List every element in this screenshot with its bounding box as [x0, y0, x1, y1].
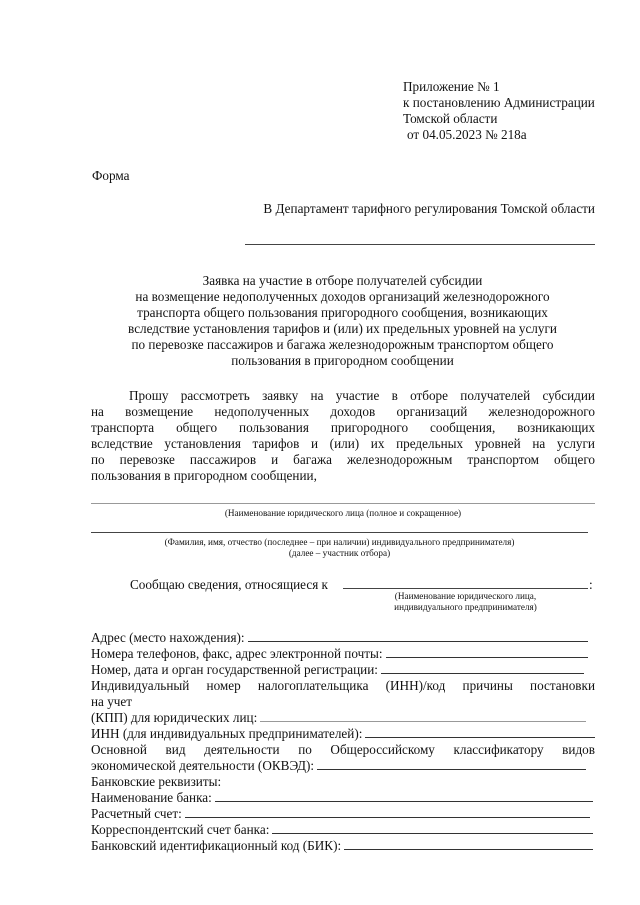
- fio-caption: (Фамилия, имя, отчество (последнее – при наличии) индивидуального предпринимателя): [164, 537, 515, 547]
- appendix-line-1: Приложение № 1: [403, 79, 500, 94]
- request-line-3: транспорта общего пользования пригородного сообщения, возникающих: [91, 420, 595, 435]
- request-line-2: на возмещение недополученных доходов организаций железнодорожного: [91, 404, 595, 419]
- field-inn-label-1: Индивидуальный номер налогоплательщика (ИНН)/код причины постановки: [91, 678, 595, 693]
- title-line-5: по перевозке пассажиров и багажа железнодорожным транспортом общего: [131, 337, 554, 352]
- participant-caption: (далее – участник отбора): [288, 548, 391, 558]
- field-phones-input[interactable]: [386, 646, 588, 658]
- field-okved: [91, 758, 586, 774]
- form-label: Форма: [92, 168, 130, 183]
- field-corr-account-label: Корреспондентский счет банка:: [91, 822, 270, 837]
- info-colon: :: [589, 577, 593, 592]
- legal-name-line[interactable]: [91, 503, 595, 504]
- field-phones: [91, 646, 588, 662]
- field-okved-input[interactable]: [317, 758, 586, 770]
- addressee: В Департамент тарифного регулирования Томской области: [263, 201, 595, 216]
- field-account-label: Расчетный счет:: [91, 806, 182, 821]
- title-line-6: пользования в пригородном сообщении: [231, 353, 454, 368]
- field-bank-name: [91, 790, 593, 806]
- field-inn-ip-label: ИНН (для индивидуальных предпринимателей):: [91, 726, 363, 741]
- appendix-line-2: к постановлению Администрации: [403, 95, 595, 110]
- field-kpp-label: (КПП) для юридических лиц:: [91, 710, 258, 725]
- field-bik-input[interactable]: [344, 838, 593, 850]
- request-line-4: вследствие установления тарифов и (или) их предельных уровней на услуги: [91, 436, 595, 451]
- request-line-6: пользования в пригородном сообщении,: [91, 468, 317, 483]
- org-caption-1: (Наименование юридического лица,: [394, 591, 537, 601]
- info-org-line[interactable]: [343, 588, 588, 589]
- title-line-4: вследствие установления тарифов и (или) их предельных уровней на услуги: [128, 321, 557, 336]
- field-bik: [91, 838, 593, 854]
- field-bik-label: Банковский идентификационный код (БИК):: [91, 838, 342, 853]
- request-line-1: Прошу рассмотреть заявку на участие в отборе получателей субсидии: [129, 388, 595, 403]
- request-line-5: по перевозке пассажиров и багажа железнодорожным транспортом общего: [91, 452, 595, 467]
- field-inn-label-2: на учет: [91, 694, 133, 709]
- field-account: [91, 806, 590, 822]
- fio-line[interactable]: [91, 532, 588, 533]
- addressee-line[interactable]: [245, 244, 595, 245]
- field-kpp-input[interactable]: [260, 710, 586, 722]
- field-address: [91, 630, 588, 646]
- title-line-1: Заявка на участие в отборе получателей субсидии: [202, 273, 483, 288]
- field-corr-account: [91, 822, 593, 838]
- title-line-2: на возмещение недополученных доходов организаций железнодорожного: [135, 289, 550, 304]
- field-inn-ip-input[interactable]: [365, 726, 595, 738]
- field-address-input[interactable]: [248, 630, 588, 642]
- appendix-line-3: Томской области: [403, 111, 498, 126]
- field-account-input[interactable]: [185, 806, 590, 818]
- info-intro: Сообщаю сведения, относящиеся к: [130, 577, 328, 592]
- field-registration: [91, 662, 584, 678]
- field-registration-label: Номер, дата и орган государственной регистрации:: [91, 662, 378, 677]
- title-line-3: транспорта общего пользования пригородного сообщения, возникающих: [137, 305, 548, 320]
- org-caption-2: индивидуального предпринимателя): [394, 602, 537, 612]
- field-inn-ip: [91, 726, 595, 742]
- field-phones-label: Номера телефонов, факс, адрес электронной почты:: [91, 646, 383, 661]
- field-registration-input[interactable]: [381, 662, 584, 674]
- field-address-label: Адрес (место нахождения):: [91, 630, 245, 645]
- field-okved-label-2: экономической деятельности (ОКВЭД):: [91, 758, 315, 773]
- field-bank-name-label: Наименование банка:: [91, 790, 212, 805]
- field-corr-account-input[interactable]: [272, 822, 593, 834]
- field-bank-name-input[interactable]: [215, 790, 593, 802]
- bank-details-heading: Банковские реквизиты:: [91, 774, 222, 789]
- field-okved-label-1: Основной вид деятельности по Общероссийскому классификатору видов: [91, 742, 595, 757]
- field-kpp: [91, 710, 586, 726]
- legal-name-caption: (Наименование юридического лица (полное и сокращенное): [224, 508, 462, 518]
- appendix-line-4: от 04.05.2023 № 218а: [407, 127, 527, 142]
